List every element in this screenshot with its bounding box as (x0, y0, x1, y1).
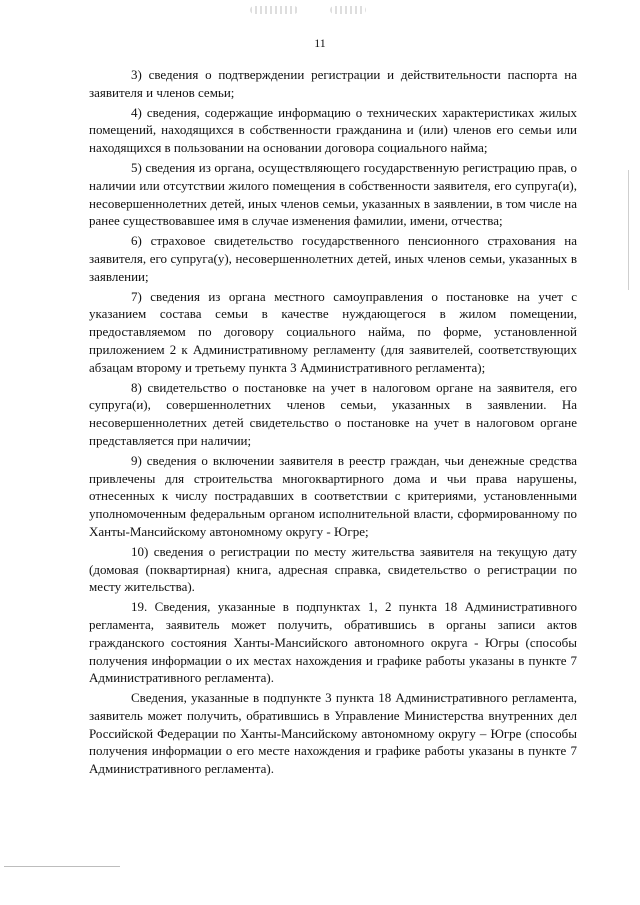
document-body (89, 66, 577, 778)
paragraph-item-6: 6) страховое свидетельство государственного пенсионного страхования на заявителя, его супруга(у), несовершеннолетних детей, иных членов семьи, указанных в заявлении; (89, 233, 577, 284)
paragraph-item-4: 4) сведения, содержащие информацию о технических характеристиках жилых помещений, находящихся в собственности гражданина и (или) членов его семьи или находящихся в пользовании на основании договора социального найма; (89, 104, 577, 156)
scan-artifact (4, 866, 120, 867)
paragraph-section-19: 19. Сведения, указанные в подпунктах 1, 2 пункта 18 Административного регламента, заявитель может получить, обратившись в органы записи актов гражданского состояния Ханты-Мансийского автономного округа - Югры (способы получения информации о их местах нахождения и графике работы указаны в пункте 7 Административного регламента). (89, 599, 577, 686)
scan-smudge (250, 6, 298, 14)
paragraph-item-3: 3) сведения о подтверждении регистрации и действительности паспорта на заявителя и членов семьи; (89, 67, 577, 100)
paragraph-item-10: 10) сведения о регистрации по месту жительства заявителя на текущую дату (домовая (поквартирная) книга, адресная справка, свидетельство о регистрации по месту жительства). (89, 543, 577, 595)
paragraph-section-19-continued: Сведения, указанные в подпункте 3 пункта 18 Административного регламента, заявитель может получить, обратившись в Управление Министерства внутренних дел Российской Федерации по Ханты-Мансийскому автономному округу – Югре (способы получения информации о его месте нахождения и графике работы указаны в пункте 7 Административного регламента). (89, 690, 577, 777)
paragraph-item-7: 7) сведения из органа местного самоуправления о постановке на учет с указанием состава семьи в качестве нуждающегося в жилом помещении, предоставляемом по договору социального найма, по форме, установленной приложением 2 к Административному регламенту (для заявителей, соответствующих абзацам второму и третьему пункта 3 Административного регламента); (89, 288, 577, 375)
scan-smudge (330, 6, 366, 14)
paragraph-item-8: 8) свидетельство о постановке на учет в налоговом органе на заявителя, его супруга(и), совершеннолетних членов семьи, указанных в заявлении. На несовершеннолетних детей свидетельство о постановке на учет в налоговом органе представляется при наличии; (89, 379, 577, 448)
paragraph-item-9: 9) сведения о включении заявителя в реестр граждан, чьи денежные средства привлечены для строительства многоквартирного дома и чьи права нарушены, отнесенных к числу пострадавших в соответствии с критериями, установленными уполномоченным федеральным органом исполнительной власти, сформированному по Ханты-Мансийскому автономному округу - Югре; (89, 452, 577, 539)
page-number: 11 (314, 36, 326, 50)
scan-artifact (628, 170, 629, 290)
paragraph-item-5: 5) сведения из органа, осуществляющего государственную регистрацию прав, о наличии или отсутствии жилого помещения в собственности заявителя, его супруга(и), несовершеннолетних детей, иных членов семьи, указанных в заявлении, в том числе на ранее существовавшее имя в случае изменения фамилии, имени, отчества; (89, 159, 577, 229)
